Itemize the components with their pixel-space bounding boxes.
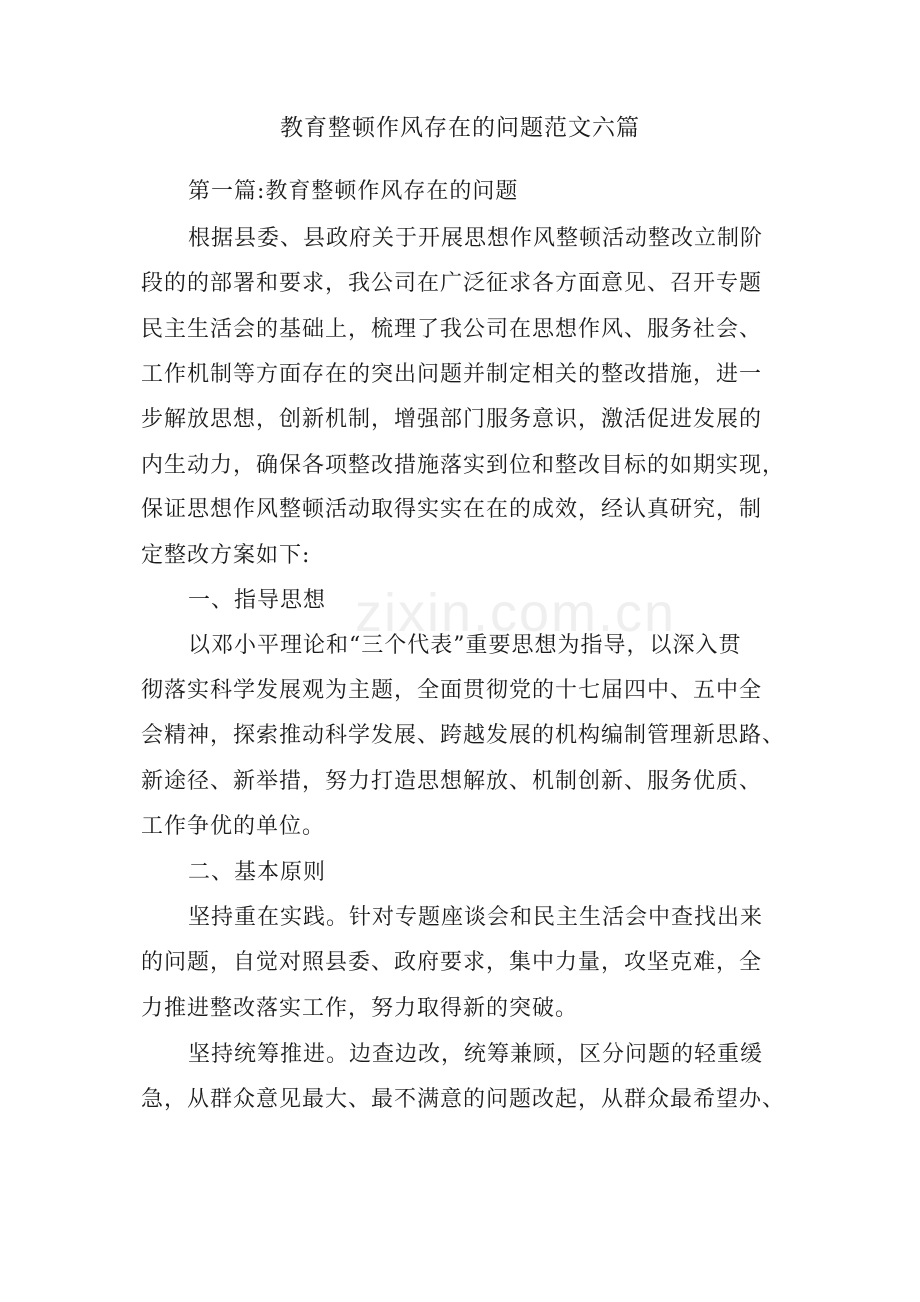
document-title: 教育整顿作风存在的问题范文六篇 — [280, 115, 640, 141]
paragraph-line: 工作机制等方面存在的突出问题并制定相关的整改措施，进一 — [141, 362, 763, 387]
paragraph-line: 步解放思想，创新机制，增强部门服务意识，激活促进发展的 — [141, 407, 763, 432]
paragraph-line: 民主生活会的基础上，梳理了我公司在思想作风、服务社会、 — [141, 317, 763, 342]
paragraph-line: 定整改方案如下: — [141, 543, 311, 568]
paragraph-line: 内生动力，确保各项整改措施落实到位和整改目标的如期实现， — [141, 453, 786, 478]
section-heading: 二、基本原则 — [188, 860, 327, 885]
paragraph-line: 的问题，自觉对照县委、政府要求，集中力量，攻坚克难，全 — [141, 950, 763, 975]
paragraph-line: 根据县委、县政府关于开展思想作风整顿活动整改立制阶 — [188, 226, 764, 251]
paragraph-line: 坚持统筹推进。边查边改，统筹兼顾，区分问题的轻重缓 — [188, 1042, 764, 1067]
paragraph-line: 力推进整改落实工作，努力取得新的突破。 — [141, 996, 579, 1021]
paragraph-line: 急，从群众意见最大、最不满意的问题改起，从群众最希望办、 — [141, 1087, 786, 1112]
paragraph-line: 坚持重在实践。针对专题座谈会和民主生活会中查找出来 — [188, 905, 764, 930]
paragraph-line: 新途径、新举措，努力打造思想解放、机制创新、服务优质、 — [141, 769, 763, 794]
paragraph-line: 会精神，探索推动科学发展、跨越发展的机构编制管理新思路、 — [141, 723, 786, 748]
paragraph-line: 彻落实科学发展观为主题，全面贯彻党的十七届四中、五中全 — [141, 678, 763, 703]
section-heading: 第一篇:教育整顿作风存在的问题 — [188, 179, 519, 204]
paragraph-line: 以邓小平理论和“三个代表”重要思想为指导，以深入贯 — [188, 633, 742, 658]
paragraph-line: 保证思想作风整顿活动取得实实在在的成效，经认真研究，制 — [141, 497, 763, 522]
section-heading: 一、指导思想 — [188, 588, 327, 613]
paragraph-line: 段的的部署和要求，我公司在广泛征求各方面意见、召开专题 — [141, 271, 763, 296]
watermark: zixin.com.cn — [355, 583, 677, 643]
paragraph-line: 工作争优的单位。 — [141, 814, 326, 839]
